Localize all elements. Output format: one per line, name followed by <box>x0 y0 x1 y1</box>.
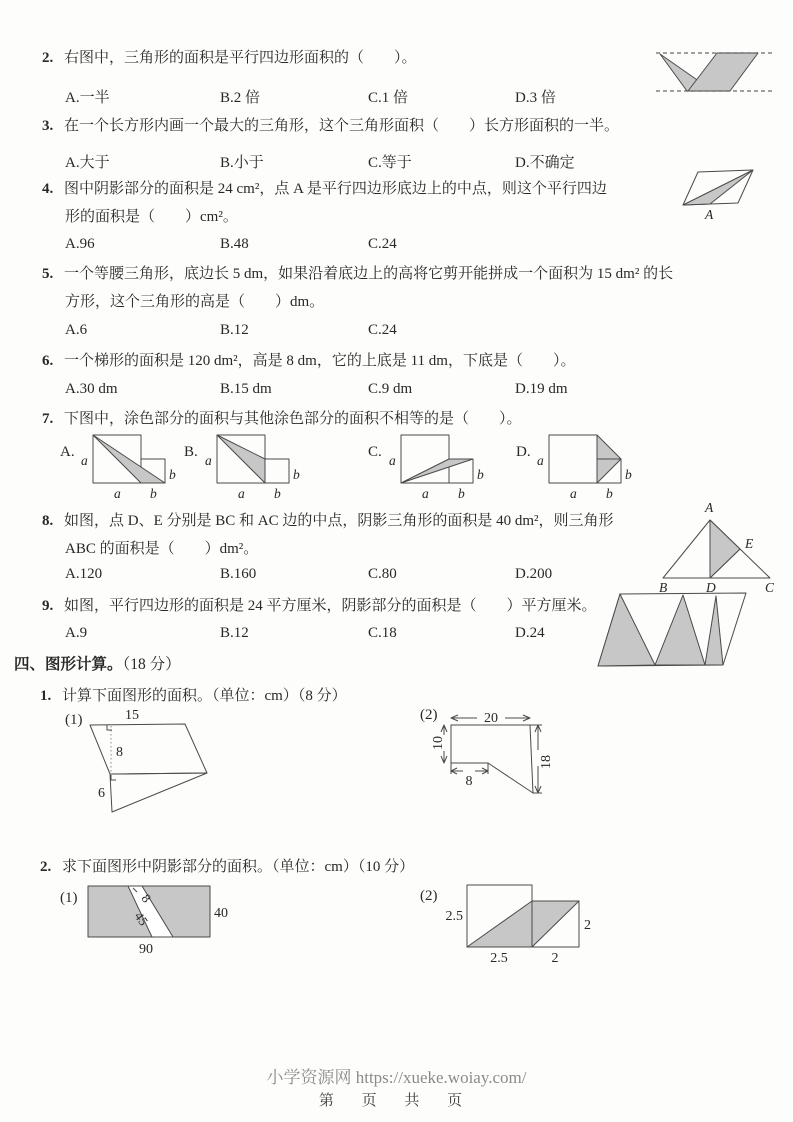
svg-text:10: 10 <box>431 736 446 750</box>
option-d: D.3 倍 <box>515 90 556 106</box>
svg-text:B: B <box>659 580 668 595</box>
option-b: B.15 dm <box>220 381 272 397</box>
option-c: C.9 dm <box>368 381 413 397</box>
svg-text:a: a <box>205 453 212 468</box>
option-c: C.24 <box>368 322 397 338</box>
q7-figure-option-c <box>368 430 518 502</box>
svg-text:C: C <box>765 580 775 595</box>
section-4-heading: 四、图形计算。（18 分） <box>14 656 181 673</box>
svg-text:2.5: 2.5 <box>490 951 508 966</box>
q7-option-d-label: D. <box>516 444 531 460</box>
question-6-number: 6. <box>42 353 54 369</box>
q7-option-b-label: B. <box>184 444 198 460</box>
sec4-q2-figure-2 <box>445 882 610 970</box>
svg-text:20: 20 <box>484 711 498 726</box>
svg-text:b: b <box>169 467 176 482</box>
svg-text:2: 2 <box>584 918 591 933</box>
svg-text:a: a <box>537 453 544 468</box>
q7-figure-option-b <box>184 430 334 502</box>
question-3-options <box>0 151 793 171</box>
q8-figure-triangle-abc <box>648 498 778 598</box>
sec4-q1-fig1-tag: (1) <box>65 712 83 728</box>
svg-text:b: b <box>458 486 465 501</box>
svg-text:8: 8 <box>138 891 155 906</box>
q2-figure-triangle-parallelogram <box>654 42 776 100</box>
svg-text:b: b <box>606 486 613 501</box>
question-4-options <box>0 236 793 256</box>
question-5-options <box>0 322 793 342</box>
option-d: D.200 <box>515 566 553 582</box>
sec4-q1-figure-2 <box>425 700 560 805</box>
option-b: B.12 <box>220 625 249 641</box>
svg-text:8: 8 <box>116 745 123 760</box>
question-7-text: 7. 下图中，涂色部分的面积与其他涂色部分的面积不相等的是（ ）。 <box>42 411 522 427</box>
question-4-text-line1: 4. 图中阴影部分的面积是 24 cm²，点 A 是平行四边形底边上的中点，则这个平行四边 <box>42 181 607 197</box>
question-3-text: 3. 在一个长方形内画一个最大的三角形，这个三角形面积（ ）长方形面积的一半。 <box>42 118 620 134</box>
question-7-number: 7. <box>42 411 54 427</box>
svg-text:a: a <box>422 486 429 501</box>
option-a: A.120 <box>65 566 103 582</box>
svg-text:2: 2 <box>551 951 559 966</box>
question-5-number: 5. <box>42 266 54 282</box>
option-a: A.6 <box>65 322 88 338</box>
option-b: B.2 倍 <box>220 90 261 106</box>
option-c: C.80 <box>368 566 397 582</box>
question-6-text: 6. 一个梯形的面积是 120 dm²，高是 8 dm，它的上底是 11 dm，下底是（ ）。 <box>42 353 576 369</box>
svg-text:40: 40 <box>214 906 228 921</box>
option-c: C.等于 <box>368 155 412 171</box>
option-c: C.24 <box>368 236 397 252</box>
svg-text:b: b <box>477 467 484 482</box>
q4-figure-parallelogram-midpoint <box>676 166 791 228</box>
question-8-text-line2: ABC 的面积是（ ）dm²。 <box>65 541 259 557</box>
svg-text:2.5: 2.5 <box>445 909 463 924</box>
svg-text:18: 18 <box>539 755 554 769</box>
svg-text:90: 90 <box>139 942 153 957</box>
svg-text:a: a <box>81 453 88 468</box>
question-8-text-line1: 8. 如图，点 D、E 分别是 BC 和 AC 边的中点，阴影三角形的面积是 40 dm²，则三角形 <box>42 513 614 529</box>
question-2-text: 2. 右图中，三角形的面积是平行四边形面积的（ ）。 <box>42 50 417 66</box>
q7-figure-option-d <box>516 430 666 502</box>
sec4-q1-fig2-tag: (2) <box>420 707 438 723</box>
option-a: A.一半 <box>65 90 110 106</box>
question-4-number: 4. <box>42 181 54 197</box>
question-6-options <box>0 381 793 401</box>
option-a: A.96 <box>65 236 95 252</box>
svg-text:6: 6 <box>98 786 105 801</box>
svg-text:15: 15 <box>125 708 139 723</box>
question-5-text-line2: 方形，这个三角形的高是（ ）dm。 <box>65 294 325 310</box>
option-b: B.160 <box>220 566 257 582</box>
question-4-text-line2: 形的面积是（ ）cm²。 <box>65 209 238 225</box>
sec4-q1-figure-1 <box>80 705 220 820</box>
option-c: C.1 倍 <box>368 90 409 106</box>
svg-text:A: A <box>705 207 714 222</box>
question-3-number: 3. <box>42 118 54 134</box>
option-a: A.大于 <box>65 155 110 171</box>
option-c: C.18 <box>368 625 397 641</box>
question-8-number: 8. <box>42 513 54 529</box>
svg-text:8: 8 <box>465 774 473 789</box>
option-d: D.19 dm <box>515 381 568 397</box>
footer-page-number: 第 页 共 页 <box>318 1093 475 1109</box>
question-2-number: 2. <box>42 50 54 66</box>
q7-option-c-label: C. <box>368 444 382 460</box>
q9-figure-parallelogram-triangles <box>596 586 756 671</box>
option-b: B.12 <box>220 322 249 338</box>
svg-text:b: b <box>625 467 632 482</box>
question-9-text: 9. 如图，平行四边形的面积是 24 平方厘米，阴影部分的面积是（ ）平方厘米。 <box>42 598 597 614</box>
sec4-question-1-text: 1. 计算下面图形的面积。（单位：cm）（8 分） <box>40 688 347 704</box>
option-a: A.30 dm <box>65 381 118 397</box>
question-9-number: 9. <box>42 598 54 614</box>
svg-text:a: a <box>114 486 121 501</box>
option-d: D.不确定 <box>515 155 575 171</box>
option-b: B.48 <box>220 236 249 252</box>
svg-text:45: 45 <box>131 909 152 929</box>
svg-text:a: a <box>389 453 396 468</box>
option-d: D.24 <box>515 625 545 641</box>
svg-text:A: A <box>705 500 714 515</box>
option-b: B.小于 <box>220 155 264 171</box>
svg-text:a: a <box>238 486 245 501</box>
sec4-question-2-number: 2. <box>40 859 52 875</box>
question-5-text-line1: 5. 一个等腰三角形，底边长 5 dm，如果沿着底边上的高将它剪开能拼成一个面积为 15 dm² 的长 <box>42 266 674 282</box>
sec4-q2-fig2-tag: (2) <box>420 888 438 904</box>
option-a: A.9 <box>65 625 88 641</box>
svg-text:a: a <box>570 486 577 501</box>
sec4-q2-fig1-tag: (1) <box>60 890 78 906</box>
svg-text:D: D <box>706 580 716 595</box>
svg-text:E: E <box>745 536 754 551</box>
sec4-question-2-text: 2. 求下面图形中阴影部分的面积。（单位：cm）（10 分） <box>40 859 415 875</box>
footer-site-link[interactable]: 小学资源网 https://xueke.woiay.com/ <box>266 1068 527 1087</box>
svg-text:b: b <box>293 467 300 482</box>
svg-text:b: b <box>274 486 281 501</box>
sec4-q2-figure-1 <box>80 880 240 970</box>
svg-text:b: b <box>150 486 157 501</box>
sec4-question-1-number: 1. <box>40 688 52 704</box>
q7-option-a-label: A. <box>60 444 75 460</box>
